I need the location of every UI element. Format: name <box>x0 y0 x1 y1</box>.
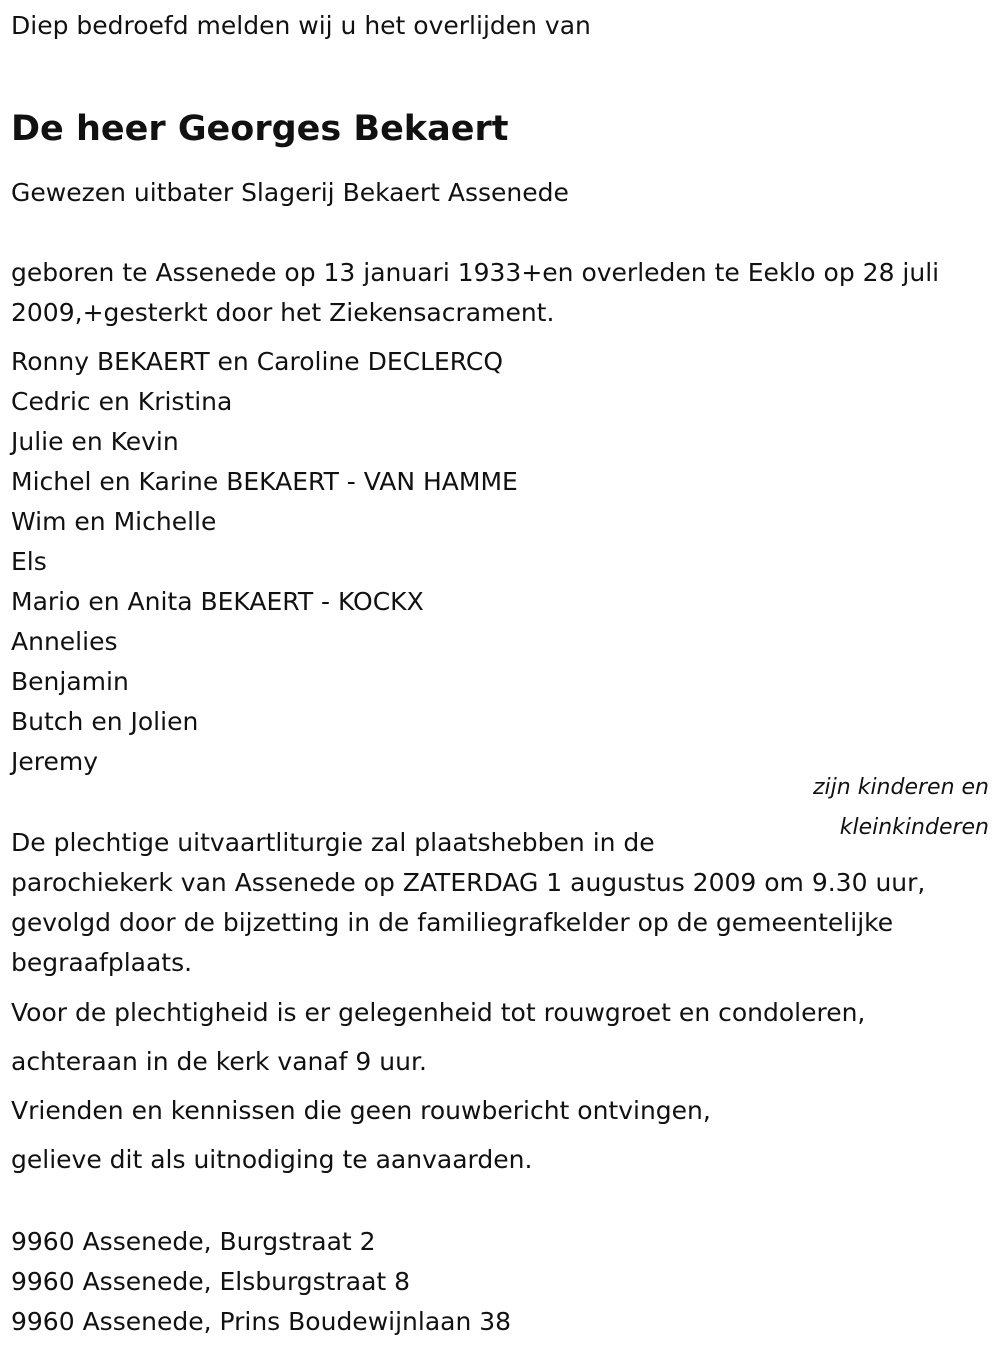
ceremony-line: parochiekerk van Assenede op ZATERDAG 1 augustus 2009 om 9.30 uur, <box>11 868 926 897</box>
family-member: Jeremy <box>11 747 99 776</box>
ceremony-line: gevolgd door de bijzetting in de familiegrafkelder op de gemeentelijke <box>11 908 894 937</box>
address-line: 9960 Assenede, Burgstraat 2 <box>11 1227 376 1256</box>
note-line: Vrienden en kennissen die geen rouwbericht ontvingen, <box>11 1096 711 1125</box>
family-member: Mario en Anita BEKAERT - KOCKX <box>11 587 424 616</box>
family-member: Benjamin <box>11 667 129 696</box>
family-member: Ronny BEKAERT en Caroline DECLERCQ <box>11 347 504 376</box>
profession-text: Gewezen uitbater Slagerij Bekaert Assenede <box>11 178 569 207</box>
note-line: gelieve dit als uitnodiging te aanvaarden. <box>11 1145 533 1174</box>
relation-line: kleinkinderen <box>839 815 989 840</box>
ceremony-line: begraafplaats. <box>11 948 193 977</box>
ceremony-text <box>11 823 971 983</box>
family-member: Wim en Michelle <box>11 507 217 536</box>
condolence-notes <box>11 993 865 1189</box>
family-member: Julie en Kevin <box>11 427 179 456</box>
address-list <box>11 1222 511 1342</box>
birth-death-text: geboren te Assenede op 13 januari 1933+en overleden te Eeklo op 28 juli 2009,+gesterkt door het Ziekensacrament. <box>11 258 940 327</box>
deceased-name: De heer Georges Bekaert <box>11 109 509 150</box>
note-line: achteraan in de kerk vanaf 9 uur. <box>11 1047 427 1076</box>
family-member: Annelies <box>11 627 118 656</box>
family-member: Michel en Karine BEKAERT - VAN HAMME <box>11 467 518 496</box>
family-member: Butch en Jolien <box>11 707 199 736</box>
family-member: Els <box>11 547 47 576</box>
address-line: 9960 Assenede, Elsburgstraat 8 <box>11 1267 411 1296</box>
intro-text: Diep bedroefd melden wij u het overlijden van <box>11 11 591 40</box>
note-line: Voor de plechtigheid is er gelegenheid tot rouwgroet en condoleren, <box>11 998 866 1027</box>
ceremony-line: De plechtige uitvaartliturgie zal plaatshebben in de <box>11 828 655 857</box>
family-list <box>11 342 518 782</box>
family-member: Cedric en Kristina <box>11 387 233 416</box>
relation-line: zijn kinderen en <box>813 775 989 800</box>
address-line: 9960 Assenede, Prins Boudewijnlaan 38 <box>11 1307 512 1336</box>
